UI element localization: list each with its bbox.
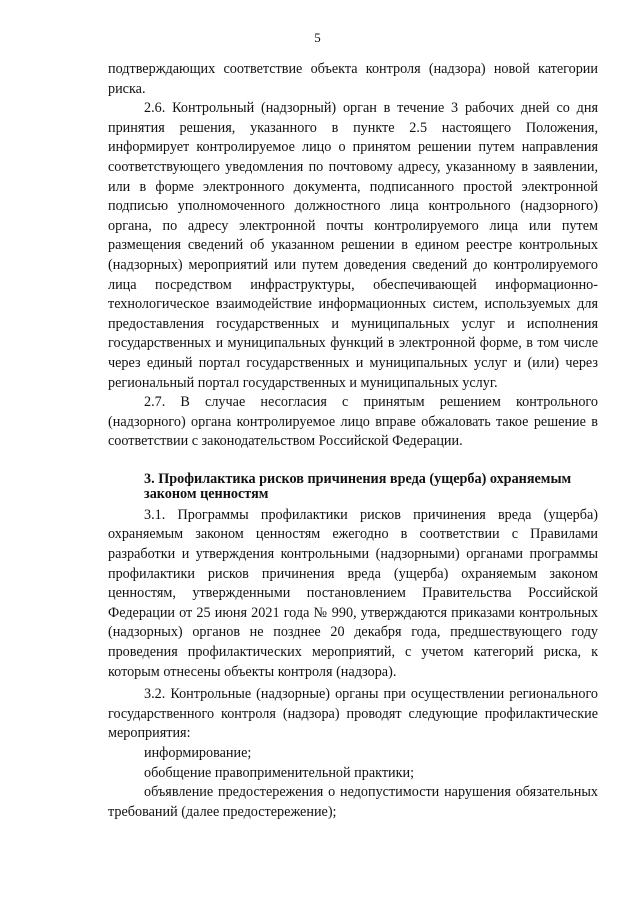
list-item: информирование; bbox=[144, 745, 252, 761]
list-item: объявление предостережения о недопустимости нарушения обязательных требований (далее предостережение); bbox=[108, 784, 598, 820]
paragraph-2-6: 2.6. Контрольный (надзорный) орган в течение 3 рабочих дней со дня принятия решения, указанного в пункте 2.5 настоящего Положения, информирует контролируемое лицо о принятом решении путем направления соответствующего уведомления по почтовому адресу, указанному в заявлении, или в форме электронного документа, подписанного простой электронной подписью уполномоченного должностного лица контрольного (надзорного) органа, по адресу электронной почты контролируемого лица или путем размещения сведений об указанном решении в едином реестре контрольных (надзорных) мероприятий или путем доведения сведений до контролируемого лица посредством инфраструктуры, обеспечивающей информационно-технологическое взаимодействие информационных систем, используемых для предоставления государственных и муниципальных услуг и исполнения государственных и муниципальных функций в электронной форме, в том числе через единый портал государственных и муниципальных услуг и (или) через региональный портал государственных и муниципальных услуг. bbox=[108, 100, 598, 391]
paragraph-2-7: 2.7. В случае несогласия с принятым решением контрольного (надзорного) органа контролируемое лицо вправе обжаловать такое решение в соответствии с законодательством Российской Федерации. bbox=[108, 394, 598, 450]
section-heading: 3. Профилактика рисков причинения вреда (ущерба) охраняемым законом ценностям bbox=[144, 470, 572, 502]
paragraph-3-2: 3.2. Контрольные (надзорные) органы при осуществлении регионального государственного контроля (надзора) проводят следующие профилактические мероприятия: bbox=[108, 686, 598, 742]
page-number: 5 bbox=[314, 30, 321, 45]
document-body bbox=[108, 60, 598, 822]
list-item: обобщение правоприменительной практики; bbox=[144, 764, 415, 781]
paragraph-continuation: подтверждающих соответствие объекта контроля (надзора) новой категории риска. bbox=[108, 61, 598, 97]
paragraph-3-1: 3.1. Программы профилактики рисков причинения вреда (ущерба) охраняемым законом ценностям ежегодно в соответствии с Правилами разработки и утверждения контрольными (надзорными) органами программы профилактики рисков причинения вреда (ущерба) охраняемым законом ценностям, утвержденными постановлением Правительства Российской Федерации от 25 июня 2021 года № 990, утверждаются приказами контрольных (надзорных) органов не позднее 20 декабря года, предшествующего году проведения профилактических мероприятий, с учетом категорий риска, к которым отнесены объекты контроля (надзора). bbox=[108, 506, 598, 680]
